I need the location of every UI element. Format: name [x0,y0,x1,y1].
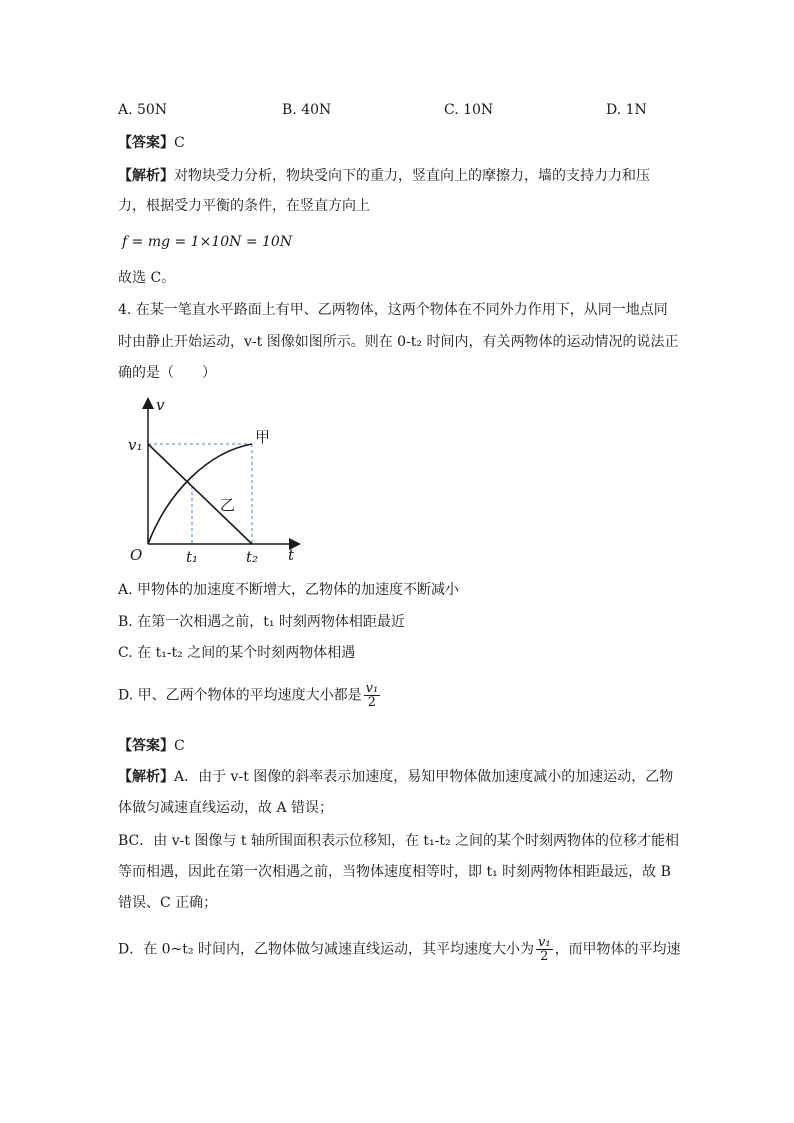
analysis-tag: 【解析】 [118,769,174,785]
fraction-numerator: v₁ [365,681,379,696]
vt-graph [118,392,318,572]
q3-option-b: B. 40N [282,102,332,118]
analysis-text: A．由于 v-t 图像的斜率表示加速度，易知甲物体做加速度减小的加速运动，乙物 [174,769,674,785]
fraction-numerator: v₁ [538,935,551,950]
t-axis-label: t [288,546,295,564]
q4-analysis-line-2: 体做匀减速直线运动，故 A 错误； [118,800,334,816]
v-axis-label: v [156,396,165,414]
analysis-tag: 【解析】 [118,168,174,184]
q3-analysis-line-2: 力，根据受力平衡的条件，在竖直方向上 [118,198,370,214]
q3-answer [118,133,185,153]
origin-label: O [130,546,143,564]
fraction-v1-over-2 [536,936,553,963]
fraction-denominator: 2 [540,949,549,964]
v1-label: v₁ [128,436,143,454]
answer-value: C [174,738,185,754]
last-line-text: D．在 0~t₂ 时间内，乙物体做匀减速直线运动，其平均速度大小为 [118,941,534,958]
answer-tag: 【答案】 [118,738,174,754]
q4-option-c: C. 在 t₁-t₂ 之间的某个时刻两物体相遇 [118,645,356,661]
yi-label: 乙 [220,496,236,514]
last-line-tail: ，而甲物体的平均速 [554,941,681,958]
q3-formula: f = mg = 1×10N = 10N [122,234,293,250]
q4-option-a: A. 甲物体的加速度不断增大，乙物体的加速度不断减小 [118,582,460,598]
q4-analysis-line-4: 等而相遇，因此在第一次相遇之前，当物体速度相等时，即 t₁ 时刻两物体相距最远，故 B [118,864,671,880]
q3-option-c: C. 10N [444,102,494,118]
q3-option-a: A. 50N [118,102,168,118]
jia-label: 甲 [255,428,271,446]
q4-stem-line-2: 时由静止开始运动，v-t 图像如图所示。则在 0-t₂ 时间内，有关两物体的运动情况的说法正 [118,334,679,350]
fraction-v1-over-2 [364,682,381,709]
analysis-text: 对物块受力分析，物块受向下的重力，竖直向上的摩擦力，墙的支持力力和压 [174,168,650,184]
yi-line [148,444,252,544]
answer-value: C [174,135,185,151]
q3-analysis-line-1 [118,166,650,186]
q4-answer [118,736,185,756]
q4-option-d-text: D. 甲、乙两个物体的平均速度大小都是 [118,687,362,704]
q4-option-d [118,682,382,709]
q4-analysis-line-3: BC．由 v-t 图像与 t 轴所围面积表示位移知，在 t₁-t₂ 之间的某个时刻两物体的位移才能相 [118,833,680,849]
fraction-denominator: 2 [367,695,377,710]
q4-stem-line-3: 确的是（ ） [118,365,216,381]
q3-conclusion: 故选 C。 [118,270,176,286]
answer-tag: 【答案】 [118,135,174,151]
q4-analysis-line-5: 错误、C 正确； [118,895,218,911]
q4-stem-line-1: 4. 在某一笔直水平路面上有甲、乙两物体，这两个物体在不同外力作用下，从同一地点同 [118,302,668,318]
t1-label: t₁ [186,548,199,566]
q4-analysis-line-6 [118,936,681,963]
q4-analysis-line-1 [118,767,673,787]
q3-option-d: D. 1N [606,102,647,118]
t2-label: t₂ [246,548,259,566]
q4-option-b: B. 在第一次相遇之前，t₁ 时刻两物体相距最近 [118,614,405,630]
